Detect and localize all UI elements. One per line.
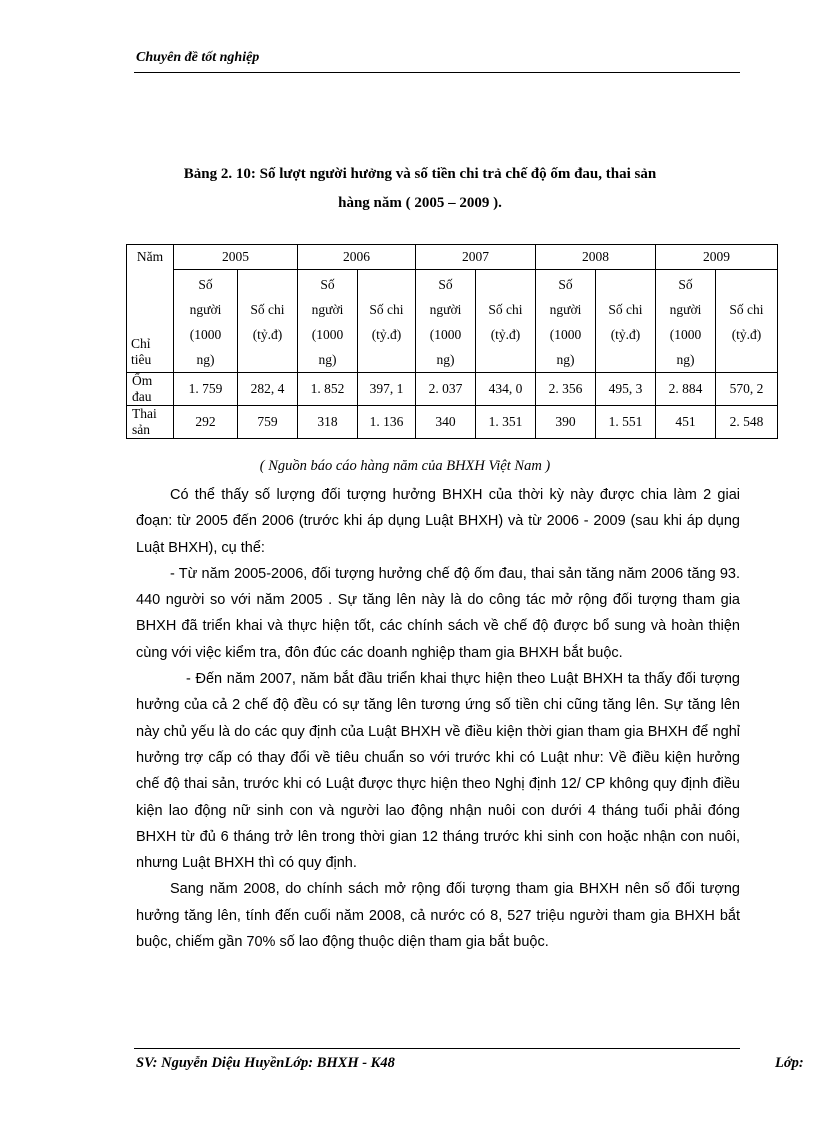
subheader-money-line: (tỷ.đ)	[371, 327, 402, 342]
subheader-money-line: Số chi	[488, 302, 523, 317]
statistics-table	[126, 244, 778, 439]
corner-year-label: Năm	[136, 249, 164, 264]
table-corner-cell	[127, 245, 174, 373]
subheader-people-line: người	[311, 302, 344, 317]
subheader-people-line: Số	[678, 277, 693, 292]
table-cell: 1. 852	[298, 373, 358, 406]
year-header-2007: 2007	[416, 245, 536, 270]
table-cell: 434, 0	[476, 373, 536, 406]
subheader-money	[476, 270, 536, 373]
table-header-subcolumn-row	[127, 270, 778, 373]
subheader-people	[174, 270, 238, 373]
subheader-people-line: ng)	[196, 352, 215, 367]
table-cell: 570, 2	[716, 373, 778, 406]
year-header-2009: 2009	[656, 245, 778, 270]
year-header-2008: 2008	[536, 245, 656, 270]
subheader-money-line: (tỷ.đ)	[252, 327, 283, 342]
subheader-money	[358, 270, 416, 373]
subheader-people	[298, 270, 358, 373]
subheader-people-line: người	[669, 302, 702, 317]
table-cell: 292	[174, 406, 238, 439]
footer-student-info: SV: Nguyễn Diệu HuyềnLớp: BHXH - K48	[136, 1055, 395, 1071]
subheader-people-line: (1000	[311, 327, 344, 342]
subheader-people-line: người	[549, 302, 582, 317]
subheader-people-line: (1000	[669, 327, 702, 342]
subheader-people-line: người	[429, 302, 462, 317]
table-cell: 1. 551	[596, 406, 656, 439]
body-text	[136, 482, 740, 955]
table-title-line-2: hàng năm ( 2005 – 2009 ).	[338, 195, 502, 211]
subheader-people-line: (1000	[549, 327, 582, 342]
subheader-people-line: người	[189, 302, 222, 317]
subheader-money-line: Số chi	[250, 302, 285, 317]
paragraph: Sang năm 2008, do chính sách mở rộng đối tượng tham gia BHXH nên số đối tượng hưởng tăng lên, tính đến cuối năm 2008, cả nước có 8, 527 triệu người tham gia BHXH bắt buộc, chiếm gần 70% số lao động thuộc diện tham gia bắt buộc.	[136, 881, 740, 951]
subheader-people-line: Số	[438, 277, 453, 292]
subheader-people-line: Số	[320, 277, 335, 292]
row-label: Thai sản	[127, 406, 174, 439]
table-cell: 451	[656, 406, 716, 439]
table-cell: 2. 548	[716, 406, 778, 439]
paragraph: - Từ năm 2005-2006, đối tượng hưởng chế độ ốm đau, thai sản tăng năm 2006 tăng 93. 440 người so với năm 2005 . Sự tăng lên này là do công tác mở rộng đối tượng tham gia BHXH đã triển khai và thực hiện tốt, các chính sách về chế độ được bổ sung và hoàn thiện cùng với việc kiểm tra, đôn đúc các doanh nghiệp tham gia BHXH bắt buộc.	[136, 565, 740, 661]
subheader-people	[536, 270, 596, 373]
table-cell: 1. 759	[174, 373, 238, 406]
subheader-money-line: Số chi	[608, 302, 643, 317]
subheader-people-line: (1000	[429, 327, 462, 342]
subheader-money-line: (tỷ.đ)	[731, 327, 762, 342]
table-title-line-1: Bảng 2. 10: Số lượt người hưởng và số tiền chi trả chế độ ốm đau, thai sản	[183, 166, 657, 182]
table-cell: 340	[416, 406, 476, 439]
table-row-maternity	[127, 406, 778, 439]
table-row-sickness	[127, 373, 778, 406]
subheader-people-line: (1000	[189, 327, 222, 342]
subheader-money-line: (tỷ.đ)	[490, 327, 521, 342]
subheader-people-line: Số	[198, 277, 213, 292]
table-title	[120, 160, 720, 218]
paragraph: Có thể thấy số lượng đối tượng hưởng BHXH của thời kỳ này được chia làm 2 giai đoạn: từ 2005 đến 2006 (trước khi áp dụng Luật BHXH) và từ 2006 - 2009 (sau khi áp dụng Luật BHXH), cụ thể:	[136, 487, 740, 556]
table-cell: 495, 3	[596, 373, 656, 406]
table-cell: 2. 037	[416, 373, 476, 406]
corner-metric-label: Chỉ tiêu	[131, 336, 152, 367]
subheader-people	[656, 270, 716, 373]
table-cell: 2. 884	[656, 373, 716, 406]
footer-class-label: Lớp:	[775, 1055, 804, 1071]
subheader-money-line: Số chi	[729, 302, 764, 317]
table-cell: 397, 1	[358, 373, 416, 406]
subheader-people-line: ng)	[676, 352, 695, 367]
footer-divider	[134, 1048, 740, 1049]
table-cell: 318	[298, 406, 358, 439]
table-source-note: ( Nguồn báo cáo hàng năm của BHXH Việt Nam )	[259, 458, 551, 474]
row-label: Ốm đau	[127, 373, 174, 406]
header-divider	[134, 72, 740, 73]
subheader-money	[596, 270, 656, 373]
table-header-year-row	[127, 245, 778, 270]
table-cell: 759	[238, 406, 298, 439]
subheader-people	[416, 270, 476, 373]
subheader-money-line: (tỷ.đ)	[610, 327, 641, 342]
subheader-money	[238, 270, 298, 373]
subheader-people-line: ng)	[318, 352, 337, 367]
subheader-people-line: ng)	[556, 352, 575, 367]
table-cell: 282, 4	[238, 373, 298, 406]
subheader-people-line: Số	[558, 277, 573, 292]
year-header-2006: 2006	[298, 245, 416, 270]
document-header-title: Chuyên đề tốt nghiệp	[136, 50, 260, 65]
paragraph: - Đến năm 2007, năm bắt đầu triển khai thực hiện theo Luật BHXH ta thấy đối tượng hưởng của cả 2 chế độ đều có sự tăng lên tương ứng số tiền chi cũng tăng lên. Sự tăng lên này chủ yếu là do các quy định của Luật BHXH về điều kiện thời gian tham gia BHXH để nghỉ hưởng trợ cấp có thay đổi về tiêu chuẩn so với trước khi có Luật như: Về điều kiện hưởng chế độ thai sản, trước khi có Luật được thực hiện theo Nghị định 12/ CP không quy định điều kiện lao động nữ sinh con và người lao động nhận nuôi con dưới 4 tháng tuổi phải đóng BHXH từ đủ 6 tháng trở lên trong thời gian 12 tháng trước khi sinh con hoặc nhận con nuôi, nhưng Luật BHXH thì có quy định.	[136, 671, 740, 872]
year-header-2005: 2005	[174, 245, 298, 270]
subheader-money	[716, 270, 778, 373]
subheader-people-line: ng)	[436, 352, 455, 367]
table-cell: 1. 136	[358, 406, 416, 439]
table-cell: 2. 356	[536, 373, 596, 406]
table-cell: 1. 351	[476, 406, 536, 439]
subheader-money-line: Số chi	[369, 302, 404, 317]
table-cell: 390	[536, 406, 596, 439]
